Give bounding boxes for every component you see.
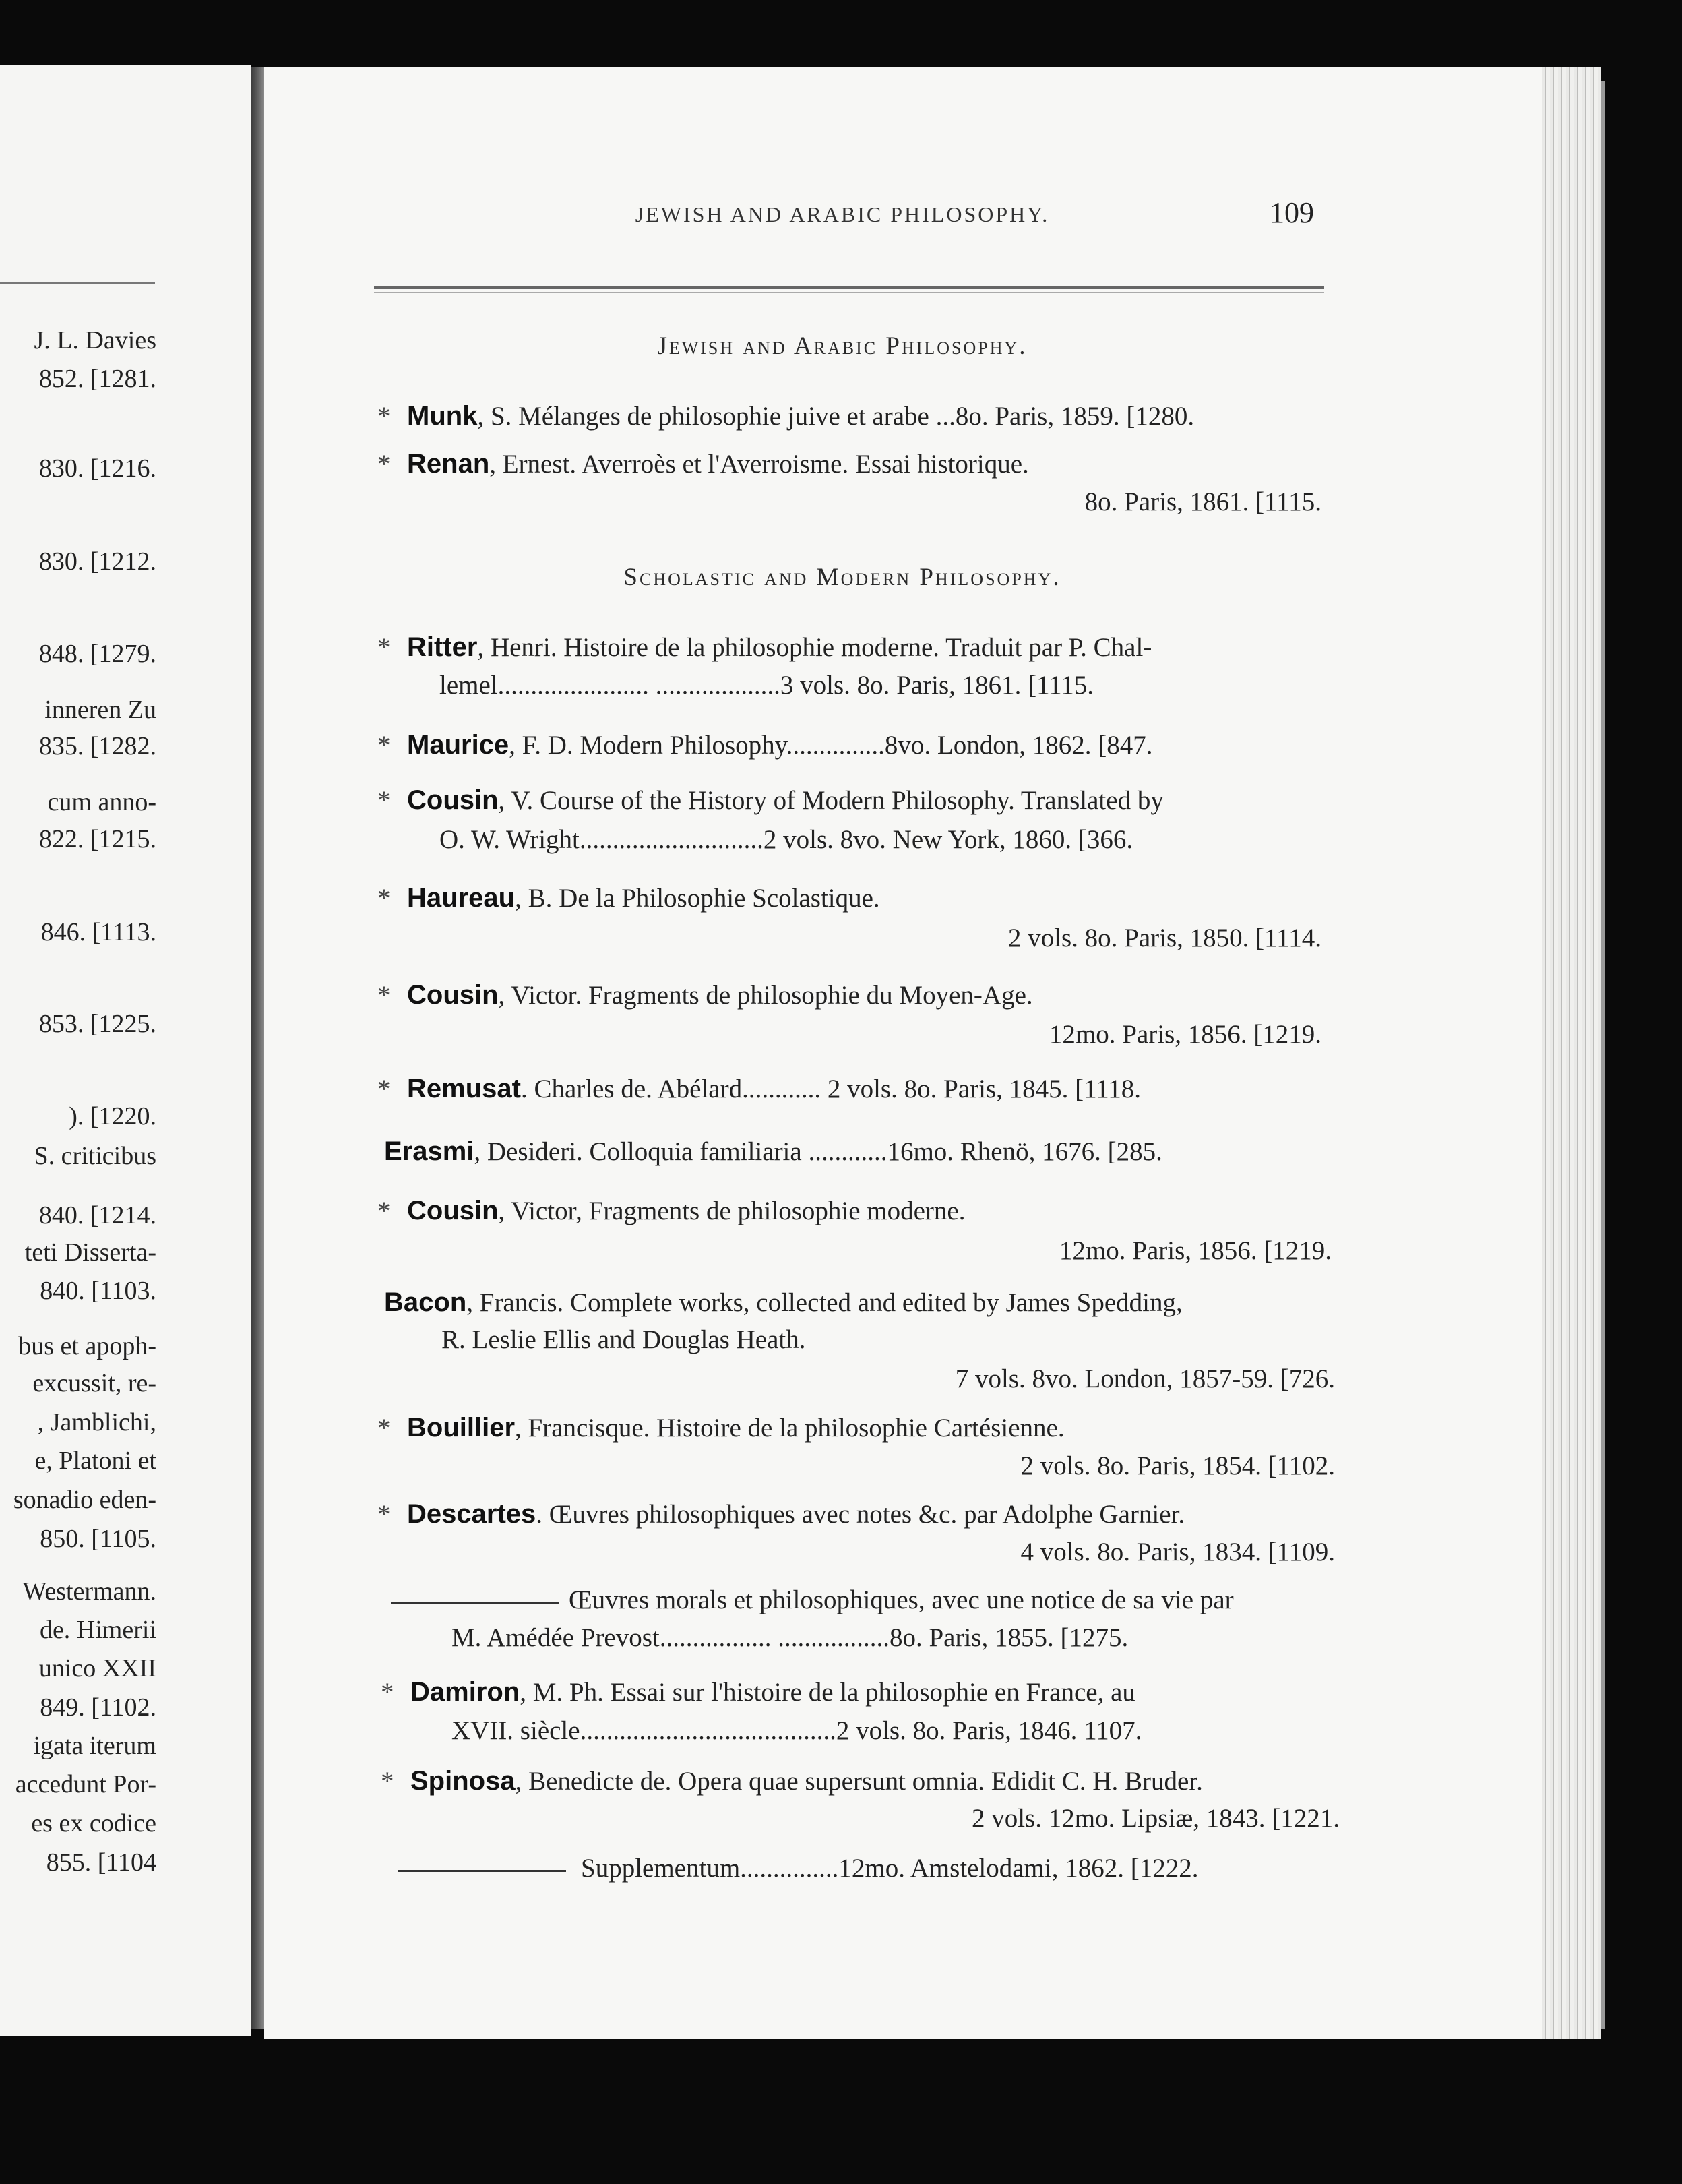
entry-haureau xyxy=(377,884,880,911)
entry-damiron xyxy=(381,1678,1135,1705)
asterisk: * xyxy=(377,1414,391,1443)
entry-text: , Victor, Fragments de philosophie moderne. xyxy=(498,1196,966,1225)
entry-ritter-cont: lemel....................... ...................3 vols. 8o. Paris, 1861. [1115. xyxy=(439,671,1094,700)
left-page-line: 848. [1279. xyxy=(38,640,156,668)
entry-text: , F. D. Modern Philosophy...............8vo. London, 1862. [847. xyxy=(509,731,1153,760)
left-page-line: de. Himerii xyxy=(39,1616,156,1644)
asterisk: * xyxy=(377,981,391,1010)
asterisk: * xyxy=(377,633,391,662)
author-name: Ritter xyxy=(407,632,478,662)
entry-bouillier xyxy=(377,1414,1065,1441)
entry-bacon xyxy=(384,1289,1183,1316)
entry-text: , V. Course of the History of Modern Philosophy. Translated by xyxy=(498,786,1164,815)
author-name: Munk xyxy=(407,401,478,431)
author-name: Cousin xyxy=(407,785,499,815)
left-page-line: excussit, re- xyxy=(32,1369,156,1397)
left-page-line: cum anno- xyxy=(47,788,156,816)
left-page-line: , Jamblichi, xyxy=(37,1408,156,1436)
entry-munk xyxy=(377,402,1194,429)
left-page-line: inneren Zu xyxy=(44,696,156,724)
left-page-line: 835. [1282. xyxy=(38,732,156,760)
left-page-line: 830. [1216. xyxy=(38,454,156,483)
page-edges xyxy=(1542,67,1601,2039)
entry-text: Supplementum...............12mo. Amstelodami, 1862. [1222. xyxy=(581,1854,1199,1883)
entry-descartes-imprint: 4 vols. 8o. Paris, 1834. [1109. xyxy=(1020,1538,1335,1567)
left-page-line: es ex codice xyxy=(31,1809,156,1838)
left-page-line: igata iterum xyxy=(33,1732,156,1760)
entry-text: , Benedicte de. Opera quae supersunt omnia. Edidit C. H. Bruder. xyxy=(515,1767,1203,1796)
entry-descartes xyxy=(377,1500,1185,1527)
entry-damiron-cont: XVII. siècle.......................................2 vols. 8o. Paris, 1846. 1107. xyxy=(451,1716,1142,1745)
page-number: 109 xyxy=(1270,196,1314,229)
author-name: Cousin xyxy=(407,1196,499,1225)
entry-renan xyxy=(377,450,1029,477)
entry-cousin-v xyxy=(377,787,1164,814)
entry-text: , Victor. Fragments de philosophie du Moyen-Age. xyxy=(498,981,1033,1010)
asterisk: * xyxy=(377,1196,391,1225)
author-name: Cousin xyxy=(407,980,499,1010)
entry-text: , Henri. Histoire de la philosophie moderne. Traduit par P. Chal- xyxy=(477,633,1152,662)
left-page-line: 822. [1215. xyxy=(38,825,156,853)
entry-text: , S. Mélanges de philosophie juive et arabe ...8o. Paris, 1859. [1280. xyxy=(477,402,1195,431)
header-rule xyxy=(374,286,1324,289)
entry-cousin-v-cont: O. W. Wright............................2 vols. 8vo. New York, 1860. [366. xyxy=(439,825,1133,854)
author-name: Bouillier xyxy=(407,1413,516,1443)
asterisk: * xyxy=(377,402,391,431)
running-head: JEWISH AND ARABIC PHILOSOPHY. xyxy=(635,202,1050,226)
left-page-line: 850. [1105. xyxy=(40,1525,156,1553)
entry-spinosa-imprint: 2 vols. 12mo. Lipsiæ, 1843. [1221. xyxy=(971,1804,1340,1833)
left-page-line: teti Disserta- xyxy=(24,1238,156,1267)
page-edge-shadow xyxy=(1601,81,1605,2029)
author-name: Damiron xyxy=(410,1677,520,1707)
left-page-line: 846. [1113. xyxy=(40,918,156,946)
entry-descartes-oeuvres-morals xyxy=(391,1587,1234,1613)
asterisk: * xyxy=(381,1678,394,1707)
ditto-rule xyxy=(398,1870,566,1872)
entry-bacon-cont: R. Leslie Ellis and Douglas Heath. xyxy=(441,1325,806,1354)
ditto-rule xyxy=(391,1602,559,1604)
entry-haureau-imprint: 2 vols. 8o. Paris, 1850. [1114. xyxy=(1007,923,1321,952)
left-page-line: bus et apoph- xyxy=(18,1332,156,1360)
author-name: Spinosa xyxy=(410,1766,516,1796)
entry-text: , M. Ph. Essai sur l'histoire de la philosophie en France, au xyxy=(520,1678,1135,1707)
asterisk: * xyxy=(377,450,391,479)
entry-ritter xyxy=(377,634,1152,661)
asterisk: * xyxy=(377,1074,391,1103)
author-name: Descartes xyxy=(407,1499,536,1529)
entry-renan-imprint: 8o. Paris, 1861. [1115. xyxy=(1084,487,1321,516)
entry-descartes2-cont: M. Amédée Prevost................. .................8o. Paris, 1855. [1275. xyxy=(451,1623,1129,1652)
asterisk: * xyxy=(377,884,391,913)
left-page-line: unico XXII xyxy=(38,1654,156,1682)
left-page-line: accedunt Por- xyxy=(15,1770,156,1798)
left-page-head-rule xyxy=(0,282,155,284)
author-name: Remusat xyxy=(407,1074,521,1103)
author-name: Renan xyxy=(407,449,490,479)
entry-spinosa-supplementum xyxy=(398,1855,1198,1881)
entry-text: , Francisque. Histoire de la philosophie Cartésienne. xyxy=(515,1414,1065,1443)
entry-text: . Charles de. Abélard............ 2 vols. 8o. Paris, 1845. [1118. xyxy=(520,1074,1141,1103)
asterisk: * xyxy=(377,786,391,815)
entry-erasmi xyxy=(384,1138,1162,1165)
section-title-jewish-arabic: Jewish and Arabic Philosophy. xyxy=(657,332,1028,360)
left-page-line: e, Platoni et xyxy=(34,1447,156,1475)
left-page-line: 840. [1103. xyxy=(40,1277,156,1305)
left-page-line: J. L. Davies xyxy=(34,326,156,355)
section-title-scholastic-modern: Scholastic and Modern Philosophy. xyxy=(623,564,1061,591)
left-page-line: 840. [1214. xyxy=(38,1201,156,1230)
facing-page-left xyxy=(0,65,251,2036)
author-name: Bacon xyxy=(384,1287,467,1317)
author-name: Haureau xyxy=(407,883,516,913)
left-page-line: 853. [1225. xyxy=(38,1010,156,1038)
left-page-line: 855. [1104 xyxy=(46,1848,156,1877)
left-page-line: 849. [1102. xyxy=(40,1693,156,1722)
asterisk: * xyxy=(377,1500,391,1529)
entry-bouillier-imprint: 2 vols. 8o. Paris, 1854. [1102. xyxy=(1020,1451,1335,1480)
left-page-line: 852. [1281. xyxy=(38,365,156,393)
asterisk: * xyxy=(377,731,391,760)
left-page-line: sonadio eden- xyxy=(13,1486,156,1514)
entry-cousin-victor-imprint: 12mo. Paris, 1856. [1219. xyxy=(1049,1020,1321,1049)
author-name: Maurice xyxy=(407,730,509,760)
entry-remusat xyxy=(377,1075,1141,1102)
entry-text: , B. De la Philosophie Scolastique. xyxy=(515,884,880,913)
left-page-line: 830. [1212. xyxy=(38,547,156,576)
book-gutter xyxy=(251,67,264,2029)
asterisk: * xyxy=(381,1767,394,1796)
left-page-line: ). [1220. xyxy=(69,1102,156,1130)
entry-text: Œuvres morals et philosophiques, avec une notice de sa vie par xyxy=(569,1585,1234,1614)
entry-cousin-victor-moyen-age xyxy=(377,981,1033,1008)
entry-spinosa xyxy=(381,1767,1203,1794)
left-page-line: Westermann. xyxy=(22,1577,156,1606)
left-page-line: S. criticibus xyxy=(34,1142,156,1170)
entry-cousin-victor2-imprint: 12mo. Paris, 1856. [1219. xyxy=(1059,1236,1332,1265)
entry-text: , Ernest. Averroès et l'Averroisme. Essai historique. xyxy=(489,450,1029,479)
entry-cousin-victor-moderne xyxy=(377,1197,965,1224)
entry-text: , Desideri. Colloquia familiaria ............16mo. Rhenö, 1676. [285. xyxy=(474,1137,1162,1166)
header-rule-thin xyxy=(374,292,1324,293)
entry-text: . Œuvres philosophiques avec notes &c. par Adolphe Garnier. xyxy=(536,1500,1185,1529)
author-name: Erasmi xyxy=(384,1136,474,1166)
entry-bacon-imprint: 7 vols. 8vo. London, 1857-59. [726. xyxy=(955,1364,1335,1393)
entry-text: , Francis. Complete works, collected and edited by James Spedding, xyxy=(466,1288,1183,1317)
entry-maurice xyxy=(377,731,1152,758)
